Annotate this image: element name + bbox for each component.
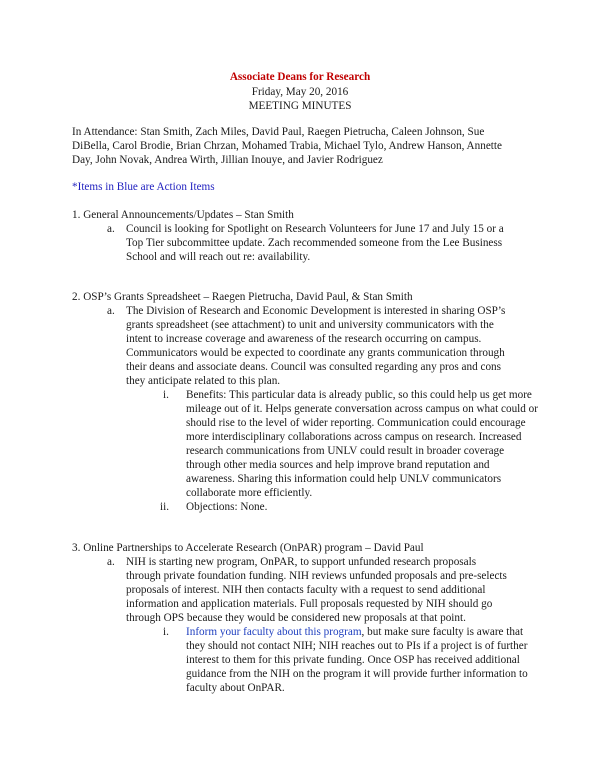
subitem-text-line: interest to them for this private funding. Once OSP has received additional bbox=[186, 654, 520, 666]
action-item-link[interactable]: Inform your faculty about this program bbox=[186, 626, 362, 638]
item-text-line: their deans and associate deans. Council was consulted regarding any pros and cons bbox=[126, 361, 501, 373]
subitem-text-line: Objections: None. bbox=[186, 501, 268, 513]
list-marker: ii. bbox=[160, 501, 170, 513]
list-marker: a. bbox=[107, 556, 115, 568]
subitem-text-line: awareness. Sharing this information could help UNLV communicators bbox=[186, 473, 502, 485]
attendance-line: In Attendance: Stan Smith, Zach Miles, David Paul, Raegen Pietrucha, Caleen Johnson, Sue bbox=[72, 126, 485, 138]
item-text-line: proposals of interest. NIH then contacts faculty with a request to send additional bbox=[126, 584, 486, 596]
agenda-item-heading: 1. General Announcements/Updates – Stan Smith bbox=[72, 209, 294, 221]
item-text-line: Communicators would be expected to coordinate any grants communication through bbox=[126, 347, 505, 359]
agenda-item-heading: 3. Online Partnerships to Accelerate Research (OnPAR) program – David Paul bbox=[72, 542, 424, 554]
item-text-line: Council is looking for Spotlight on Research Volunteers for June 17 and July 15 or a bbox=[126, 223, 504, 235]
subitem-text-line: faculty about OnPAR. bbox=[186, 682, 285, 694]
item-text-line: Top Tier subcommittee update. Zach recommended someone from the Lee Business bbox=[126, 237, 503, 249]
subitem-text-line: mileage out of it. Helps generate conversation across campus on what could or bbox=[186, 403, 538, 415]
document-title: Associate Deans for Research bbox=[229, 71, 371, 83]
attendance-line: DiBella, Carol Brodie, Brian Chrzan, Mohamed Trabia, Michael Tylo, Andrew Hanson, Annette bbox=[72, 140, 502, 152]
list-marker: a. bbox=[107, 305, 115, 317]
item-text-line: grants spreadsheet (see attachment) to unit and university communicators with the bbox=[126, 319, 494, 331]
item-text-line: NIH is starting new program, OnPAR, to support unfunded research proposals bbox=[126, 556, 477, 568]
agenda-item-heading: 2. OSP’s Grants Spreadsheet – Raegen Pietrucha, David Paul, & Stan Smith bbox=[72, 291, 413, 303]
item-text-line: they anticipate related to this plan. bbox=[126, 375, 281, 387]
item-text-line: School and will reach out re: availability. bbox=[126, 251, 311, 263]
subitem-text-line: guidance from the NIH on the program it will provide further information to bbox=[186, 668, 528, 680]
item-text-line: The Division of Research and Economic Development is interested in sharing OSP’s bbox=[126, 305, 506, 317]
subitem-text-line: Benefits: This particular data is already public, so this could help us get more bbox=[186, 389, 532, 401]
item-text-line: through private foundation funding. NIH reviews unfunded proposals and pre-selects bbox=[126, 570, 507, 582]
subitem-text-rest: , but make sure faculty is aware that bbox=[361, 626, 524, 638]
document-subtitle: MEETING MINUTES bbox=[248, 100, 352, 112]
subitem-text-line: collaborate more efficiently. bbox=[186, 487, 313, 499]
subitem-text-line: through other media sources and help improve brand reputation and bbox=[186, 459, 490, 471]
subitem-text-line: more interdisciplinary collaborations across campus on research. Increased bbox=[186, 431, 522, 443]
subitem-text-line: should rise to the level of wider reporting. Communication could encourage bbox=[186, 417, 526, 429]
item-text-line: through OPS because they would be considered new proposals at that point. bbox=[126, 612, 466, 624]
list-marker: i. bbox=[163, 389, 169, 401]
list-marker: a. bbox=[107, 223, 115, 235]
item-text-line: information and application materials. Full proposals requested by NIH should go bbox=[126, 598, 493, 610]
subitem-text-line: they should not contact NIH; NIH reaches out to PIs if a project is of further bbox=[186, 640, 528, 652]
meeting-date: Friday, May 20, 2016 bbox=[251, 86, 349, 98]
action-items-note: *Items in Blue are Action Items bbox=[72, 181, 215, 193]
item-text-line: intent to increase coverage and awareness of the research occurring on campus. bbox=[126, 333, 482, 345]
subitem-first-line bbox=[186, 625, 523, 640]
subitem-text-line: research communications from UNLV could result in broader coverage bbox=[186, 445, 505, 457]
list-marker: i. bbox=[163, 626, 169, 638]
attendance-line: Day, John Novak, Andrea Wirth, Jillian Inouye, and Javier Rodriguez bbox=[72, 154, 383, 166]
